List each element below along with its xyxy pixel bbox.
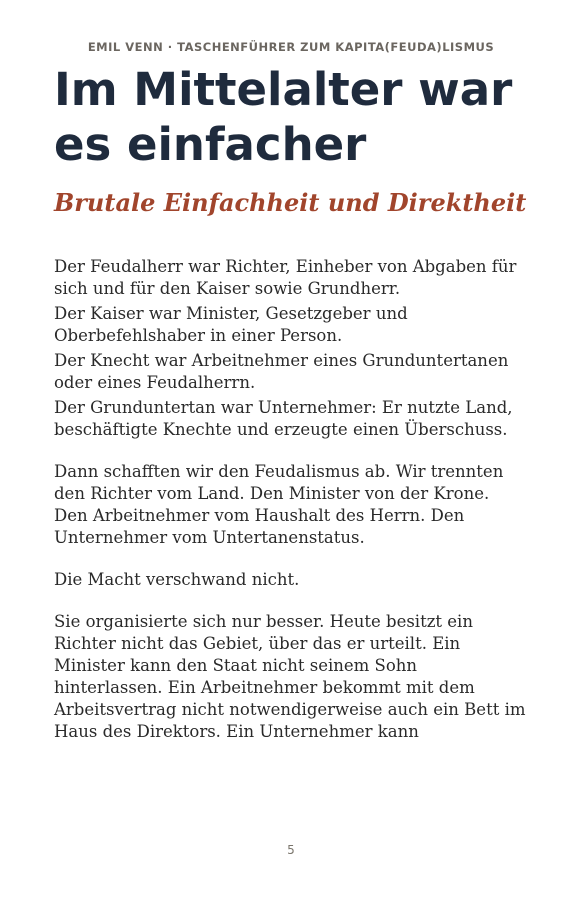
body-text — [54, 256, 526, 743]
paragraph: Der Grunduntertan war Unternehmer: Er nutzte Land, beschäftigte Knechte und erzeugte einen Überschuss. — [54, 398, 513, 439]
page-number: 5 — [287, 843, 295, 857]
chapter-title: Im Mittelalter war es einfacher — [54, 63, 513, 171]
paragraph: Der Feudalherr war Richter, Einheber von Abgaben für sich und für den Kaiser sowie Grundherr. — [54, 257, 517, 298]
paragraph: Der Kaiser war Minister, Gesetzgeber und Oberbefehlshaber in einer Person. — [54, 304, 408, 345]
paragraph: Der Knecht war Arbeitnehmer eines Grunduntertanen oder eines Feudalherrn. — [54, 351, 509, 392]
chapter-subtitle: Brutale Einfachheit und Direktheit — [54, 188, 527, 217]
paragraph: Die Macht verschwand nicht. — [54, 570, 300, 589]
running-head: EMIL VENN · TASCHENFÜHRER ZUM KAPITA(FEUDA)LISMUS — [87, 40, 495, 54]
paragraph: Sie organisierte sich nur besser. Heute besitzt ein Richter nicht das Gebiet, über das er urteilt. Ein Minister kann den Staat nicht seinem Sohn hinterlassen. Ein Arbeitnehmer bekommt mit dem Arbeitsvertrag nicht notwendigerweise auch ein Bett im Haus des Direktors. Ein Unternehmer kann — [54, 612, 526, 741]
paragraph: Dann schafften wir den Feudalismus ab. Wir trennten den Richter vom Land. Den Minister von der Krone. Den Arbeitnehmer vom Haushalt des Herrn. Den Unternehmer vom Untertanenstatus. — [54, 462, 504, 547]
